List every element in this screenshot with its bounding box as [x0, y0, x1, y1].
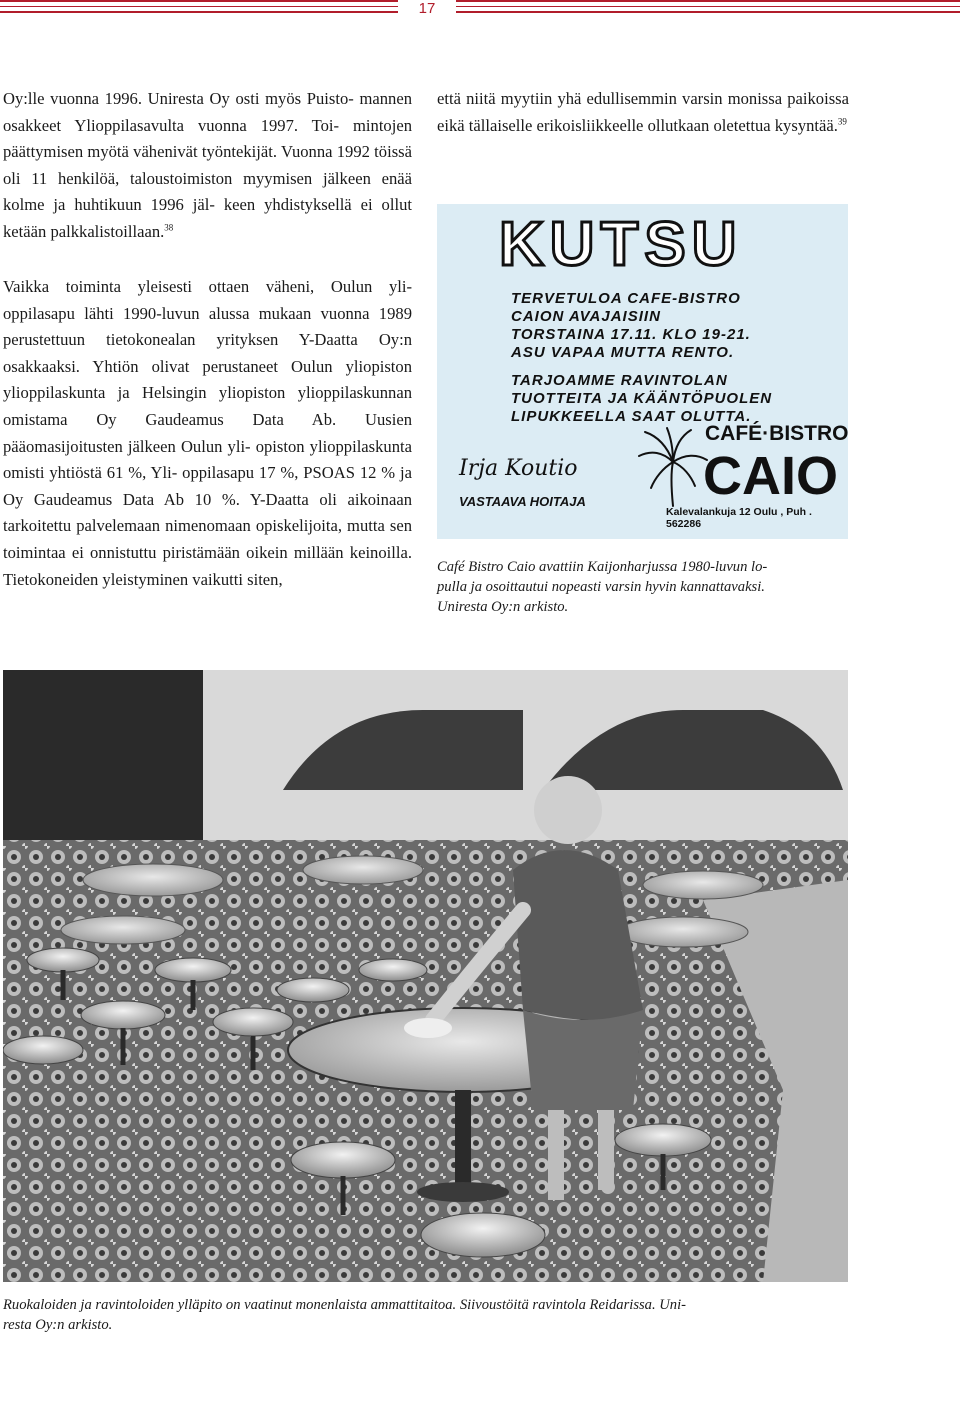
para2-line: Oy:n osakkaaksi. Yhtiön olivat perustaneet Oulun — [3, 330, 412, 376]
caption-invitation — [437, 557, 849, 617]
invitation-line: CAION AVAJAISIIN — [511, 308, 661, 325]
caption-line: Ruokaloiden ja ravintoloiden ylläpito on vaatinut monenlaista ammattitaitoa. Siivoustöitä ravintola Reidarissa. Uni- — [3, 1297, 687, 1313]
caption-cafe-photo — [3, 1295, 843, 1335]
para3-line: oletettua kysyntää. — [713, 115, 838, 135]
para1-line: keen yhdistyksellä ei ollut ketään palkkalistoillaan. — [3, 195, 412, 241]
invitation-line: TUOTTEITA JA KÄÄNTÖPUOLEN — [511, 390, 773, 407]
invitation-line: TERVETULOA CAFE-BISTRO — [511, 290, 741, 307]
invitation-address: Kalevalankuja 12 Oulu , Puh . 562286 — [666, 506, 812, 530]
para2-line: keinoilla. Tietokoneiden yleistyminen vaikutti siten, — [3, 542, 412, 589]
para2-line: 1989 perustettuun tietokonealan yrityksen Y-Daatta — [3, 303, 412, 350]
footnote-marker-39[interactable]: 39 — [837, 116, 847, 127]
para2-line: ylioppilaskunnan omistama Oy Gaudeamus Data — [3, 383, 412, 429]
para3-line: paikoissa eikä tällaiselle erikoisliikkeelle ollutkaan — [437, 89, 849, 135]
header-rule-left — [0, 0, 398, 14]
invitation-line: TORSTAINA 17.11. KLO 19-21. — [511, 326, 751, 343]
cafe-photo-drawing — [3, 670, 848, 1282]
para2-line: oppilasapu 17 %, PSOAS 12 % ja Oy Gaudeamus — [3, 463, 412, 509]
caption-line: Uniresta Oy:n arkisto. — [437, 599, 569, 615]
invitation-role: VASTAAVA HOITAJA — [459, 494, 586, 509]
invitation-line: ASU VAPAA MUTTA RENTO. — [511, 344, 735, 361]
paragraph-3 — [437, 86, 849, 139]
invitation-title: KUTSU — [499, 210, 743, 279]
footnote-marker-38[interactable]: 38 — [164, 222, 174, 233]
paragraph-2 — [3, 274, 412, 593]
para1-line: myymisen jälkeen enää kolme ja huhtikuun 1996 jäl- — [3, 168, 412, 215]
para1-line: mannen osakkeet Ylioppilasavulta vuonna 1997. Toi- — [3, 89, 412, 135]
para1-line: Vuonna 1992 töissä oli 11 henkilöä, taloustoimiston — [3, 142, 412, 188]
para2-line: Ab. Uusien pääomasijoitusten jälkeen Oulun yli- — [3, 409, 413, 456]
invitation-line: TARJOAMME RAVINTOLAN — [511, 372, 728, 389]
para1-line: Oy:lle vuonna 1996. Uniresta Oy osti myös Puisto- — [3, 89, 354, 108]
invitation-card-image — [437, 204, 848, 539]
paragraph-1 — [3, 86, 412, 246]
para2-line: Data Ab 10 %. Y-Daatta oli aikoinaan tarkoitettu — [3, 489, 412, 536]
para2-line: oppilasapu lähti 1990-luvun alussa mukaan vuonna — [3, 303, 370, 323]
para2-line: opiston ylioppilaskunta omisti yhtiöstä 61 %, Yli- — [3, 436, 412, 483]
para2-line: Vaikka toiminta yleisesti ottaen väheni, Oulun yli- — [3, 277, 412, 296]
para1-line: mintojen päättymisen myötä vähenivät työntekijät. — [3, 115, 412, 162]
invitation-line: LIPUKKEELLA SAAT OLUTTA. — [511, 408, 752, 425]
invitation-brand: CAFÉ·BISTRO — [705, 422, 848, 445]
caption-line: Café Bistro Caio avattiin Kaijonharjussa 1980-luvun lo- — [437, 559, 768, 575]
page-number: 17 — [418, 0, 436, 17]
para3-line: että niitä myytiin yhä edullisemmin varsin monissa — [437, 89, 783, 108]
palm-tree-icon — [633, 426, 711, 508]
para2-line: toimintaa ei onnistuttu piristämään oikein millään — [3, 542, 344, 562]
para2-line: palvelemaan nimenomaan opiskelijoita, mutta sen — [76, 516, 412, 536]
invitation-signature: Irja Koutio — [459, 456, 578, 481]
cafe-interior-photo — [3, 670, 848, 1282]
header-rule-right — [456, 0, 960, 14]
caption-line: pulla ja osoittautui nopeasti varsin hyvin kannattavaksi. — [437, 579, 765, 595]
caption-line: resta Oy:n arkisto. — [3, 1317, 113, 1333]
para2-line: yliopiston ylioppilaskunta ja Helsingin yliopiston — [3, 356, 413, 403]
invitation-logo: CAIO — [703, 446, 838, 506]
